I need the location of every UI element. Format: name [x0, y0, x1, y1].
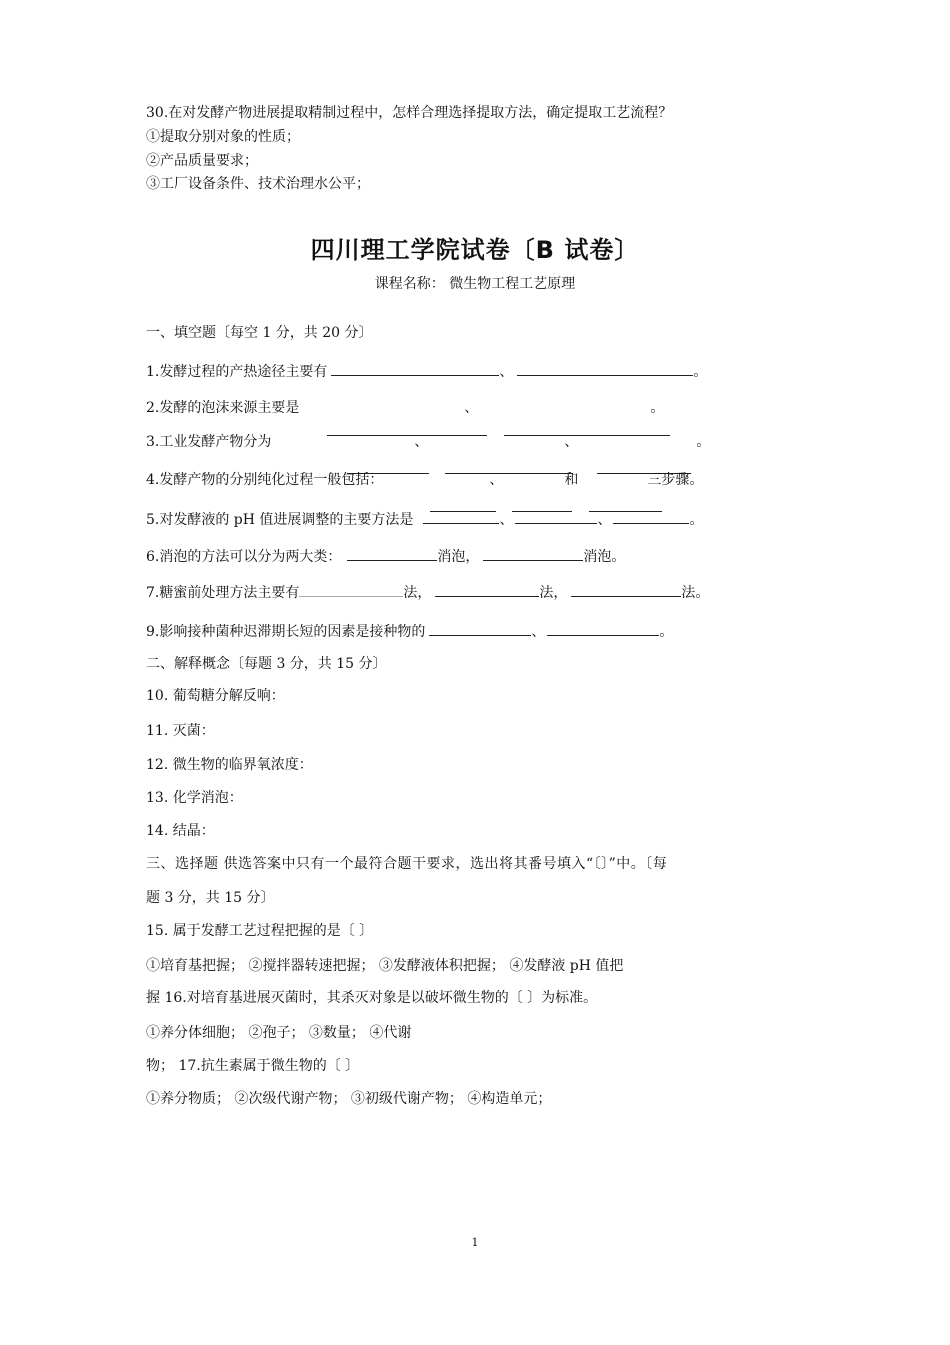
q30-answer-1: ①提取分别对象的性质； — [146, 129, 300, 145]
question-30: 30.在对发酵产物进展提取精制过程中，怎样合理选择提取方法，确定提取工艺流程？ — [146, 105, 673, 121]
q7-fa-3: 法。 — [681, 585, 710, 601]
question-14: 14. 结晶： — [146, 823, 215, 839]
section-3-heading-line-2: 题 3 分，共 15 分〕 — [146, 890, 275, 906]
q5-end: 。 — [689, 512, 704, 528]
q30-answer-3: ③工厂设备条件、技术治理水公平； — [146, 176, 370, 192]
q6-end: 消泡。 — [583, 549, 626, 565]
q5-blank-3[interactable] — [613, 508, 689, 524]
q1-sep: 、 — [499, 364, 514, 380]
q17-options: ①养分物质； ②次级代谢产物； ③初级代谢产物； ④构造单元； — [146, 1091, 552, 1107]
q7-blank-1[interactable] — [299, 581, 403, 597]
q2-sep: 、 — [464, 400, 479, 416]
question-17: 物； 17.抗生素属于微生物的〔 〕 — [146, 1058, 360, 1074]
q3-sep-1: 、 — [414, 434, 429, 450]
q4-text: 4.发酵产物的分别纯化过程一般包括： — [146, 472, 384, 488]
q4-and: 和 — [564, 472, 579, 488]
q6-text: 6.消泡的方法可以分为两大类： — [146, 549, 342, 565]
question-3 — [146, 432, 710, 452]
question-7 — [146, 581, 709, 603]
q5-blank-2[interactable] — [515, 508, 597, 524]
question-6 — [146, 545, 625, 567]
section-2-heading: 二、解释概念〔每题 3 分，共 15 分〕 — [146, 656, 387, 672]
q4-end: 三步骤。 — [647, 472, 704, 488]
q9-end: 。 — [659, 624, 674, 640]
question-11: 11. 灭菌： — [146, 723, 215, 739]
q7-blank-3[interactable] — [571, 581, 681, 597]
q5-text: 5.对发酵液的 pH 值进展调整的主要方法是 — [146, 512, 414, 528]
page-number: 1 — [471, 1236, 479, 1249]
q6-blank-1[interactable] — [347, 545, 437, 561]
q1-blank-1[interactable] — [331, 360, 499, 376]
q9-text: 9.影响接种菌种迟滞期长短的因素是接种物的 — [146, 624, 426, 640]
q6-mid: 消泡， — [437, 549, 480, 565]
q4-sep: 、 — [489, 472, 504, 488]
q9-sep: 、 — [531, 624, 546, 640]
course-name: 课程名称： 微生物工程工艺原理 — [374, 276, 576, 292]
q6-blank-2[interactable] — [483, 545, 583, 561]
section-3-heading-line-1: 三、选择题 供选答案中只有一个最符合题干要求，选出将其番号填入“〔〕”中。〔每 — [146, 856, 668, 872]
question-13: 13. 化学消泡： — [146, 790, 243, 806]
q1-blank-2[interactable] — [517, 360, 693, 376]
section-1-heading: 一、填空题〔每空 1 分，共 20 分〕 — [146, 325, 373, 341]
question-5 — [146, 508, 703, 530]
exam-title: 四川理工学院试卷〔B 试卷〕 — [310, 236, 640, 264]
q9-blank-2[interactable] — [547, 620, 659, 636]
question-9 — [146, 620, 673, 642]
q15-options: ①培育基把握； ②搅拌器转速把握； ③发酵液体积把握； ④发酵液 pH 值把 — [146, 958, 624, 974]
q3-sep-2: 、 — [564, 434, 579, 450]
q9-blank-1[interactable] — [429, 620, 531, 636]
q16-options: ①养分体细胞； ②孢子； ③数量； ④代谢 — [146, 1025, 412, 1041]
q2-end: 。 — [650, 400, 665, 416]
q7-fa-1: 法， — [403, 585, 432, 601]
question-15: 15. 属于发酵工艺过程把握的是〔 〕 — [146, 923, 374, 939]
q5-blank-1[interactable] — [423, 508, 499, 524]
question-4 — [146, 470, 703, 490]
q1-text: 1.发酵过程的产热途径主要有 — [146, 364, 328, 380]
question-1 — [146, 360, 707, 382]
q5-sep-2: 、 — [597, 512, 612, 528]
q7-fa-2: 法， — [539, 585, 568, 601]
q7-text: 7.糖蜜前处理方法主要有 — [146, 585, 300, 601]
question-16: 握 16.对培育基进展灭菌时，其杀灭对象是以破坏微生物的〔 〕为标准。 — [146, 990, 598, 1006]
question-12: 12. 微生物的临界氧浓度： — [146, 757, 313, 773]
question-2 — [146, 398, 664, 418]
question-10: 10. 葡萄糖分解反响： — [146, 688, 285, 704]
q3-text: 3.工业发酵产物分为 — [146, 434, 272, 450]
q5-sep-1: 、 — [499, 512, 514, 528]
q7-blank-2[interactable] — [435, 581, 539, 597]
q2-text: 2.发酵的泡沫来源主要是 — [146, 400, 300, 416]
q30-answer-2: ②产品质量要求； — [146, 153, 258, 169]
q3-end: 。 — [696, 434, 711, 450]
q1-end: 。 — [693, 364, 708, 380]
